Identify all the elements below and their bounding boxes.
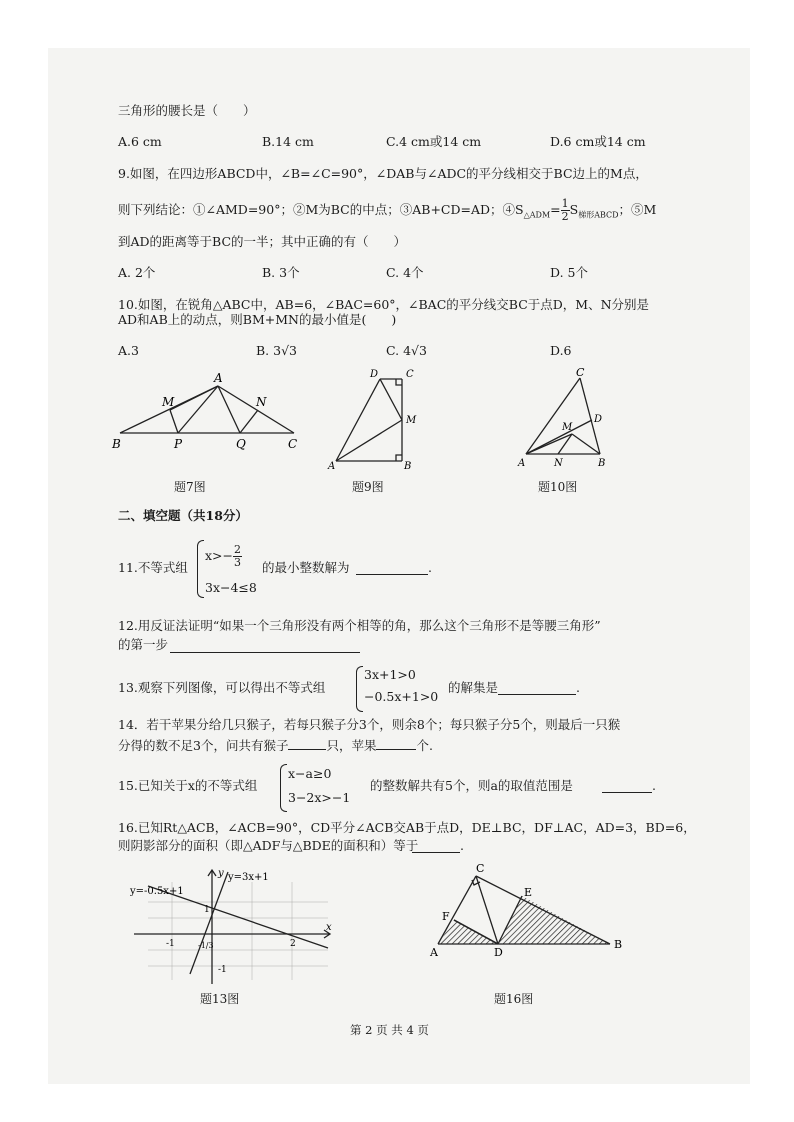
figure-9 (322, 365, 422, 470)
fig13-label-1: 1 (204, 905, 210, 915)
q11-suffix: 的最小整数解为 (262, 560, 350, 575)
fig9-label-a: A (328, 461, 336, 470)
q12-line1: 12.用反证法证明“如果一个三角形没有两个相等的角，那么这个三角形不是等腰三角形” (118, 618, 601, 633)
fig13-label-y-neg1: -1 (218, 965, 227, 975)
q10-option-c: C. 4√3 (386, 343, 427, 358)
q14-line2: 分得的数不足3个，问共有猴子 只，苹果 个. (118, 738, 433, 753)
q15-answer-blank[interactable] (602, 792, 652, 793)
q9-line3: 到AD的距离等于BC的一半；其中正确的有（ ） (118, 234, 407, 249)
q8-option-b: B.14 cm (262, 134, 314, 149)
q11-row2: 3x−4≤8 (205, 580, 257, 595)
fig13-label-line2: y=-0.5x+1 (130, 886, 184, 897)
fig13-label-x: x (326, 922, 332, 933)
q16-period: . (460, 838, 464, 853)
fig10-label-a: A (518, 458, 526, 469)
q14-monkeys-blank[interactable] (288, 749, 326, 750)
fig16-label-b: B (614, 938, 623, 951)
q15-brace (280, 764, 287, 812)
q11-row1: x>− $\frac{2}{3}$ (205, 543, 241, 569)
q16-line2: 则阴影部分的面积（即△ADF与△BDE的面积和）等于 (118, 838, 419, 853)
fig13-label-y: y (218, 868, 224, 879)
q9-option-d: D. 5个 (550, 265, 588, 280)
fig9-label-m: M (406, 415, 417, 426)
fig10-label-d: D (594, 414, 603, 425)
q10-option-b: B. 3√3 (256, 343, 298, 358)
fig9-label-b: B (404, 461, 412, 470)
fig16-label-f: F (442, 910, 450, 923)
fig7-label-m: M (162, 395, 175, 409)
q12-line2: 的第一步 (118, 637, 169, 652)
q15-suffix: 的整数解共有5个，则a的取值范围是 (370, 778, 573, 793)
q13-prefix: 13.观察下列图像，可以得出不等式组 (118, 680, 326, 695)
fig13-label-neg-third: -1/3 (198, 941, 214, 950)
fig13-label-2: 2 (290, 939, 296, 949)
q10-option-a: A.3 (118, 343, 139, 358)
fig7-label-b: B (112, 437, 121, 451)
figure-13 (128, 862, 340, 990)
fig16-label-a: A (430, 946, 438, 958)
q14-line1: 14．若干苹果分给几只猴子，若每只猴子分3个，则余8个；每只猴子分5个，则最后一只猴 (118, 717, 621, 732)
q9-line1: 9.如图，在四边形ABCD中，∠B=∠C=90°，∠DAB与∠ADC的平分线相交于BC边上的M点， (118, 166, 648, 181)
fig9-label-c: C (406, 369, 414, 380)
q15-row2: 3−2x>−1 (288, 790, 351, 805)
q10-option-d: D.6 (550, 343, 572, 358)
fig13-label-line1: y=3x+1 (228, 872, 269, 883)
q11-period: . (428, 560, 432, 575)
figure-7 (108, 370, 308, 452)
q10-line2: AD和AB上的动点，则BM+MN的最小值是( ) (118, 312, 397, 327)
fig7-label-p: P (174, 437, 183, 451)
q11-brace (197, 540, 204, 598)
fig7-label-c: C (288, 437, 298, 451)
figure-16 (426, 862, 632, 958)
q9-line2: 则下列结论：①∠AMD=90°；②M为BC的中点；③AB+CD=AD；$④S_{\triangle ADM}=$ $\frac{1}{2}$ $S_{梯形ABCD}$；⑤M (118, 197, 657, 223)
q16-answer-blank[interactable] (412, 852, 460, 853)
fig7-caption: 题7图 (174, 480, 206, 494)
fig9-caption: 题9图 (352, 480, 384, 494)
q14-apples-blank[interactable] (376, 749, 416, 750)
page-number: 第 2 页 共 4 页 (350, 1023, 429, 1037)
fig13-label-neg1: -1 (166, 939, 175, 949)
fig16-label-e: E (524, 886, 533, 899)
fig9-label-d: D (370, 369, 379, 380)
fig10-label-c: C (576, 366, 585, 379)
q13-row2: −0.5x+1>0 (364, 689, 439, 704)
q9-option-b: B. 3个 (262, 265, 300, 280)
q11-fraction: $\frac{2}{3}$ (234, 543, 241, 569)
q10-line1: 10.如图，在锐角△ABC中，AB=6，∠BAC=60°，∠BAC的平分线交BC于点D，M、N分别是 (118, 297, 650, 312)
q13-brace (356, 666, 363, 712)
q8-stem: 三角形的腰长是（ ） (118, 103, 256, 118)
q11-answer-blank[interactable] (356, 574, 428, 575)
fig7-label-n: N (256, 395, 267, 409)
fig13-caption: 题13图 (200, 992, 240, 1006)
q9-option-c: C. 4个 (386, 265, 424, 280)
q12-answer-blank[interactable] (170, 652, 360, 653)
figure-10 (512, 364, 622, 470)
fig7-label-a: A (214, 371, 223, 385)
q8-option-a: A.6 cm (118, 134, 162, 149)
q8-option-d: D.6 cm或14 cm (550, 134, 646, 149)
fig16-label-d: D (494, 946, 503, 958)
q13-period: . (576, 680, 580, 695)
fig10-label-b: B (598, 458, 606, 469)
fig10-label-m: M (562, 422, 573, 433)
section-2-title: 二、填空题（共18分） (118, 508, 248, 523)
q15-row1: x−a≥0 (288, 766, 332, 781)
fig10-caption: 题10图 (538, 480, 578, 494)
fig7-label-q: Q (236, 437, 246, 451)
q11-prefix: 11.不等式组 (118, 560, 188, 575)
q9-option-a: A. 2个 (118, 265, 156, 280)
q8-option-c: C.4 cm或14 cm (386, 134, 482, 149)
fig10-label-n: N (554, 458, 563, 469)
q9-fraction: $\frac{1}{2}$ (561, 197, 569, 223)
fig16-caption: 题16图 (494, 992, 534, 1006)
q15-prefix: 15.已知关于x的不等式组 (118, 778, 258, 793)
q13-row1: 3x+1>0 (364, 667, 416, 682)
fig16-label-c: C (476, 862, 485, 875)
q16-line1: 16.已知Rt△ACB，∠ACB=90°，CD平分∠ACB交AB于点D，DE⊥BC，DF⊥AC，AD=3，BD=6， (118, 820, 696, 835)
q13-suffix: 的解集是 (448, 680, 499, 695)
q15-period: . (652, 778, 656, 793)
q13-answer-blank[interactable] (498, 694, 576, 695)
